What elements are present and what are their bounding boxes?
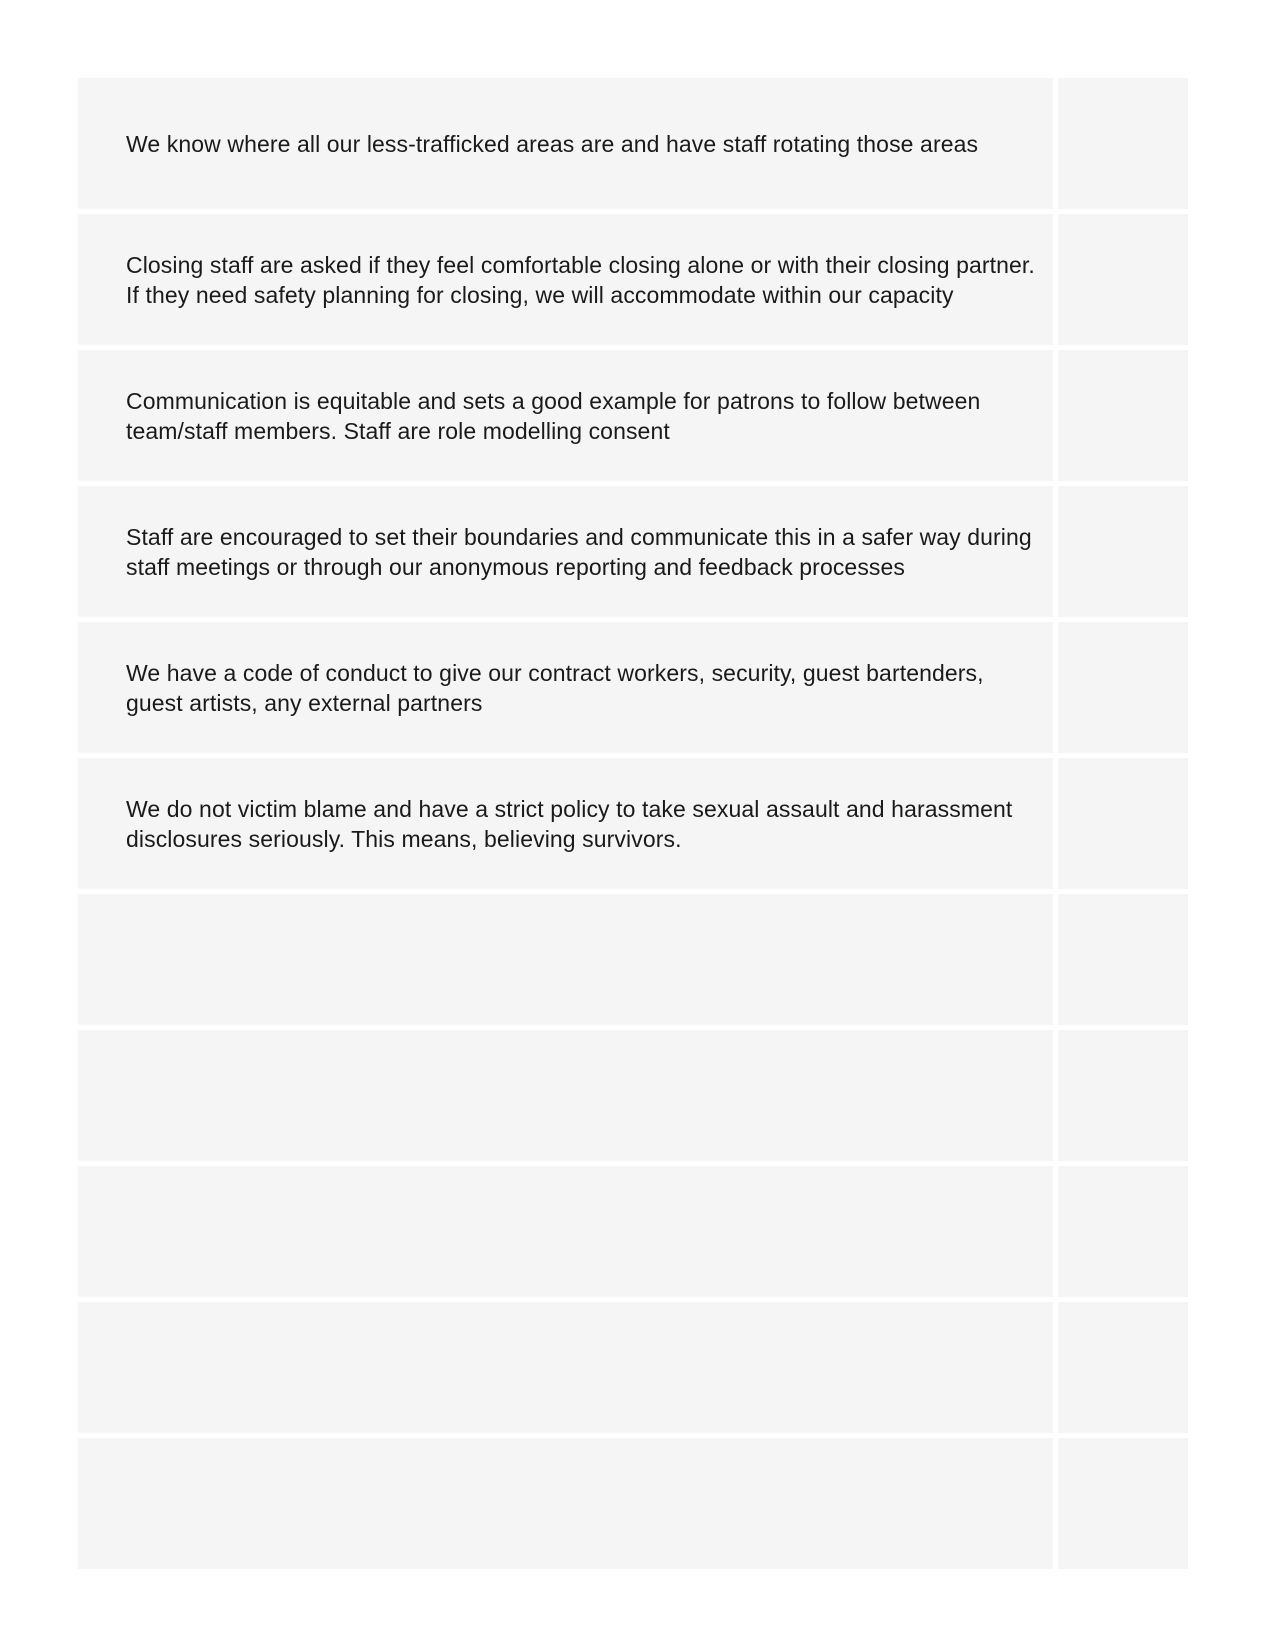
checklist-row-empty xyxy=(78,1030,1188,1161)
item-cell[interactable] xyxy=(78,1166,1053,1297)
check-cell[interactable] xyxy=(1058,486,1188,617)
checklist-table xyxy=(78,78,1188,1569)
item-cell[interactable] xyxy=(78,1438,1053,1569)
checklist-row xyxy=(78,214,1188,345)
check-cell[interactable] xyxy=(1058,894,1188,1025)
checklist-row xyxy=(78,350,1188,481)
check-cell[interactable] xyxy=(1058,1030,1188,1161)
item-text: We know where all our less-trafficked areas are and have staff rotating those areas xyxy=(126,130,979,157)
item-text: Staff are encouraged to set their boundaries and communicate this in a safer way during staff meetings or through our anonymous reporting and feedback processes xyxy=(126,523,1032,580)
item-text: Closing staff are asked if they feel comfortable closing alone or with their closing partner. If they need safety planning for closing, we will accommodate within our capacity xyxy=(126,251,1035,308)
checklist-row xyxy=(78,78,1188,209)
item-cell xyxy=(78,622,1053,753)
item-text: We have a code of conduct to give our contract workers, security, guest bartenders, guest artists, any external partners xyxy=(126,659,984,716)
item-cell xyxy=(78,350,1053,481)
checklist-row-empty xyxy=(78,1438,1188,1569)
checklist-row xyxy=(78,622,1188,753)
item-cell[interactable] xyxy=(78,1302,1053,1433)
item-text: We do not victim blame and have a strict policy to take sexual assault and harassment disclosures seriously. This means, believing survivors. xyxy=(126,795,1013,852)
item-cell[interactable] xyxy=(78,1030,1053,1161)
item-cell xyxy=(78,214,1053,345)
check-cell[interactable] xyxy=(1058,78,1188,209)
check-cell[interactable] xyxy=(1058,1166,1188,1297)
check-cell[interactable] xyxy=(1058,1302,1188,1433)
check-cell[interactable] xyxy=(1058,758,1188,889)
check-cell[interactable] xyxy=(1058,214,1188,345)
check-cell[interactable] xyxy=(1058,1438,1188,1569)
checklist-row-empty xyxy=(78,1166,1188,1297)
check-cell[interactable] xyxy=(1058,350,1188,481)
checklist-row-empty xyxy=(78,1302,1188,1433)
checklist-row xyxy=(78,486,1188,617)
item-cell xyxy=(78,758,1053,889)
item-cell xyxy=(78,486,1053,617)
item-text: Communication is equitable and sets a good example for patrons to follow between team/staff members. Staff are role modelling consent xyxy=(126,387,981,444)
checklist-row-empty xyxy=(78,894,1188,1025)
checklist-row xyxy=(78,758,1188,889)
item-cell xyxy=(78,78,1053,209)
check-cell[interactable] xyxy=(1058,622,1188,753)
item-cell[interactable] xyxy=(78,894,1053,1025)
